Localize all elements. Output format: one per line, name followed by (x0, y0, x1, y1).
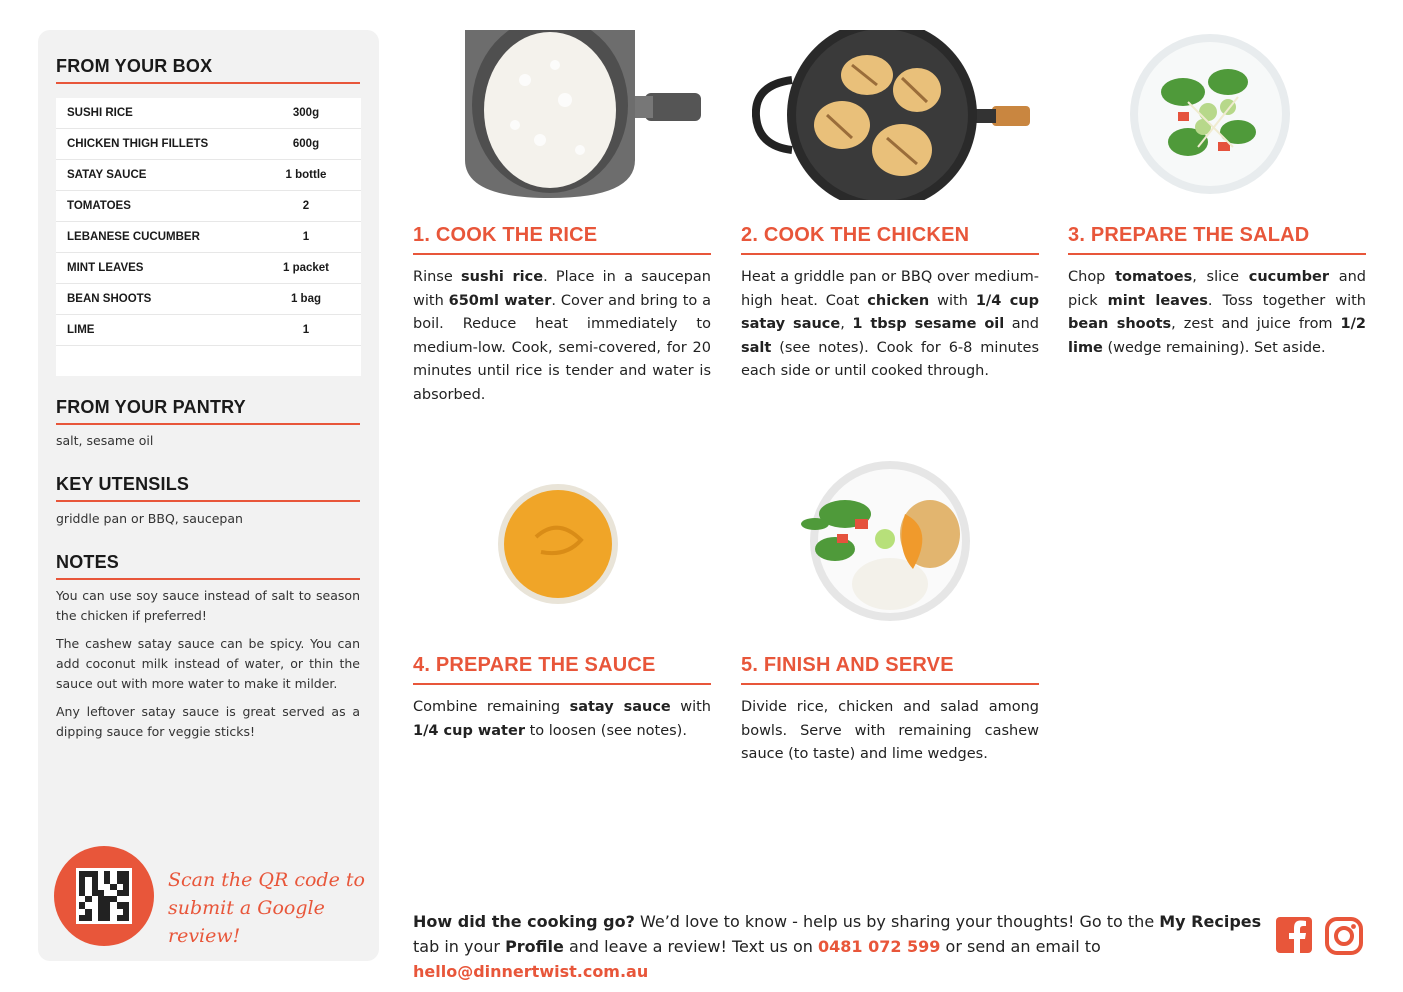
divider (56, 423, 360, 425)
step-instructions (741, 696, 1039, 767)
ingredient-highlight: 1/4 cup satay sauce (741, 292, 1039, 332)
divider (741, 253, 1039, 255)
my-recipes-label: My Recipes (1159, 912, 1262, 931)
divider (56, 500, 360, 502)
step-title: 5. FINISH AND SERVE (741, 654, 954, 676)
step-title: 1. COOK THE RICE (413, 224, 598, 246)
notes-body (56, 586, 360, 750)
ingredient-highlight: mint leaves (1107, 292, 1208, 309)
ingredient-quantity: 1 (302, 231, 310, 243)
ingredient-row (56, 253, 361, 284)
note-item: The cashew satay sauce can be spicy. You can add coconut milk instead of water, or thin the sauce out with more water to make it milder. (56, 636, 360, 691)
ingredient-name: SATAY SAUCE (67, 169, 147, 181)
instruction-text: to loosen (see notes). (524, 722, 687, 739)
ingredient-row (56, 315, 361, 346)
step-instructions (413, 696, 711, 743)
qr-code-pattern (76, 868, 132, 924)
instruction-text: with (670, 699, 711, 715)
ingredient-row (56, 160, 361, 191)
divider (1068, 253, 1366, 255)
divider (56, 578, 360, 580)
ingredient-highlight: tomatoes (1115, 269, 1193, 285)
footer-text: or send an email to (940, 937, 1101, 956)
ingredient-highlight: chicken (867, 292, 930, 309)
ingredient-row (56, 129, 361, 160)
step-title: 2. COOK THE CHICKEN (741, 224, 970, 246)
ingredient-quantity: 1 packet (282, 262, 330, 274)
salad-bowl-image (1128, 32, 1293, 197)
step-instructions (413, 266, 711, 407)
instruction-text: (wedge remaining). Set aside. (1102, 339, 1326, 356)
ingredient-quantity: 1 (302, 324, 310, 336)
instruction-text: , slice (1192, 269, 1249, 285)
review-footer (413, 909, 1263, 984)
divider (741, 683, 1039, 685)
instruction-text: (see notes). Cook for 6-8 minutes each side or until cooked through. (741, 339, 1039, 379)
notes-title: NOTES (56, 552, 120, 572)
instruction-text: and pick (1068, 269, 1366, 309)
note-item: You can use soy sauce instead of salt to season the chicken if preferred! (56, 588, 360, 623)
instruction-text: , (840, 316, 853, 332)
ingredient-highlight: 1 tbsp sesame oil (852, 316, 1005, 332)
ingredient-quantity: 600g (292, 138, 320, 150)
ingredient-name: LEBANESE CUCUMBER (67, 231, 200, 243)
ingredient-row (56, 191, 361, 222)
served-bowl-image (795, 459, 975, 624)
footer-text: tab in your (413, 937, 506, 956)
footer-text: and leave a review! Text us on (563, 937, 818, 956)
instruction-text: Combine remaining (413, 699, 570, 715)
pantry-items: salt, sesame oil (56, 433, 154, 448)
ingredient-highlight: salt (741, 339, 772, 356)
ingredient-row (56, 98, 361, 129)
instruction-text: . Cover and bring to a boil. Reduce heat immediately to medium-low. Cook, semi-covered, for 20 minutes until rice is tender and water is absorbed. (413, 292, 711, 403)
ingredient-quantity: 2 (302, 200, 310, 212)
ingredient-highlight: 1/4 cup water (413, 722, 525, 739)
step-instructions (741, 266, 1039, 384)
instruction-text: . Toss together with (1207, 292, 1366, 309)
step-title: 3. PREPARE THE SALAD (1068, 224, 1310, 246)
instruction-text: Divide rice, chicken and salad among bowls. Serve with remaining cashew sauce (to taste) and lime wedges. (741, 699, 1039, 762)
instagram-icon[interactable] (1325, 917, 1363, 955)
instruction-text: Chop (1068, 269, 1116, 285)
ingredient-quantity: 300g (292, 107, 320, 119)
ingredients-table (56, 98, 361, 376)
divider (56, 82, 360, 84)
chicken-griddle-image (752, 30, 1032, 200)
phone-link[interactable]: 0481 072 599 (817, 937, 941, 956)
facebook-icon[interactable] (1276, 917, 1314, 955)
ingredient-highlight: 650ml water (448, 292, 552, 309)
instruction-text: with (929, 292, 976, 309)
ingredient-highlight: sushi rice (460, 269, 544, 285)
footer-text: We’d love to know - help us by sharing your thoughts! Go to the (634, 912, 1160, 931)
ingredient-highlight: bean shoots (1068, 316, 1172, 332)
ingredient-name: BEAN SHOOTS (67, 293, 152, 305)
divider (413, 253, 711, 255)
ingredient-highlight: 1/2 lime (1068, 316, 1367, 356)
step-title: 4. PREPARE THE SAUCE (413, 654, 656, 676)
ingredient-highlight: satay sauce (569, 699, 671, 715)
ingredient-name: TOMATOES (67, 200, 131, 212)
ingredient-quantity: 1 bag (290, 293, 322, 305)
ingredient-name: MINT LEAVES (67, 262, 144, 274)
utensils-list: griddle pan or BBQ, saucepan (56, 511, 243, 526)
ingredients-sidebar (38, 30, 379, 961)
divider (413, 683, 711, 685)
instruction-text: Rinse (413, 269, 461, 285)
ingredient-row (56, 222, 361, 253)
instruction-text: Heat a griddle pan or BBQ over medium-high heat. Coat (741, 269, 1039, 309)
satay-sauce-image (496, 482, 620, 606)
from-your-pantry-title: FROM YOUR PANTRY (56, 397, 246, 417)
rice-saucepan-image (455, 30, 705, 200)
key-utensils-title: KEY UTENSILS (56, 474, 190, 494)
step-instructions (1068, 266, 1366, 360)
ingredient-highlight: cucumber (1248, 269, 1330, 285)
instruction-text: , zest and juice from (1171, 316, 1341, 332)
ingredient-name: LIME (67, 324, 95, 336)
qr-caption (168, 866, 368, 950)
qr-caption-line: Scan the QR code to (168, 869, 365, 891)
from-your-box-title: FROM YOUR BOX (56, 56, 213, 76)
qr-code[interactable] (54, 846, 154, 946)
instruction-text: and (1004, 316, 1039, 332)
ingredient-row (56, 284, 361, 315)
ingredient-name: CHICKEN THIGH FILLETS (67, 138, 209, 150)
email-link[interactable]: hello@dinnertwist.com.au (413, 962, 649, 981)
instruction-text: . Place in a saucepan with (413, 269, 711, 309)
note-item: Any leftover satay sauce is great served as a dipping sauce for veggie sticks! (56, 704, 360, 739)
footer-question: How did the cooking go? (413, 912, 635, 931)
qr-caption-line: submit a Google review! (168, 897, 325, 947)
ingredient-name: SUSHI RICE (67, 107, 133, 119)
ingredient-quantity: 1 bottle (285, 169, 327, 181)
profile-label: Profile (505, 937, 564, 956)
